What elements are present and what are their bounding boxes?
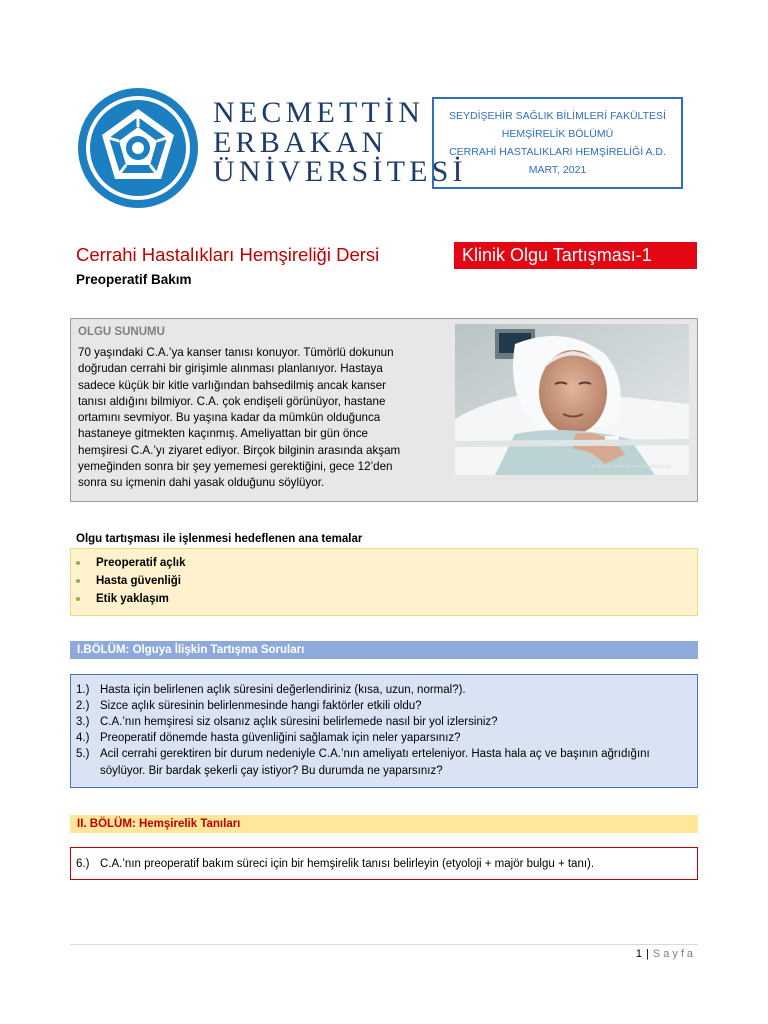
case-line: ortamını sevmiyor. Bu yaşına kadar da mümkün olduğunca bbox=[78, 411, 381, 425]
case-line: sonra su içmenin dahi yasak olduğunu söylüyor. bbox=[78, 476, 325, 490]
question-number: 4.) bbox=[76, 732, 90, 744]
faculty-info-box bbox=[432, 97, 683, 189]
question-number: 1.) bbox=[76, 684, 90, 696]
page-footer bbox=[636, 948, 696, 960]
case-line: doğrudan cerrahi bir girişimle alınması planlanıyor. Hastaya bbox=[78, 362, 383, 376]
question-text: Sizce açlık süresinin belirlenmesinde hangi faktörler etkili oldu? bbox=[100, 700, 422, 712]
photo-credit: Fotoğraf: www.theconversation.com bbox=[592, 464, 672, 470]
bullet-icon bbox=[76, 597, 80, 601]
case-line: tanısı aldığını bilmiyor. C.A. çok endişeli görünüyor, hastane bbox=[78, 394, 386, 408]
question-text: C.A.’nın preoperatif bakım süreci için bir hemşirelik tanısı belirleyin (etyoloji + majör bulgu + tanı). bbox=[100, 858, 595, 870]
question-text: Acil cerrahi gerektiren bir durum nedeniyle C.A.’nın ameliyatı erteleniyor. Hasta hala aç ve başının ağrıdığını söylüyor. Bir bardak şekerli çay istiyor? Bu durumda ne yaparsınız? bbox=[100, 748, 650, 777]
university-name-line-2: ERBAKAN bbox=[213, 125, 388, 159]
footer-separator: | bbox=[646, 948, 649, 960]
section1-title: I.BÖLÜM: Olguya İlişkin Tartışma Soruları bbox=[77, 644, 305, 656]
question-text: Hasta için belirlenen açlık süresini değerlendiriniz (kısa, uzun, normal?). bbox=[100, 684, 466, 696]
question-number: 3.) bbox=[76, 716, 90, 728]
question-text: C.A.’nın hemşiresi siz olsanız açlık süresini belirlemede nasıl bir yol izlersiniz? bbox=[100, 716, 498, 728]
patient-photo bbox=[455, 324, 689, 475]
case-title-badge: Klinik Olgu Tartışması-1 bbox=[454, 242, 697, 269]
case-text bbox=[78, 345, 441, 492]
question-item bbox=[76, 746, 690, 779]
case-line: hemşiresi C.A.’yı ziyaret ediyor. Birçok bilginin arasında akşam bbox=[78, 443, 401, 457]
section2-title: II. BÖLÜM: Hemşirelik Tanıları bbox=[77, 818, 241, 830]
page-word: Sayfa bbox=[652, 948, 696, 960]
page-subtitle: Preoperatif Bakım bbox=[76, 272, 192, 287]
bullet-icon bbox=[76, 561, 80, 565]
question-item bbox=[76, 856, 594, 873]
faculty-line-4: MART, 2021 bbox=[528, 164, 587, 176]
case-line: sadece küçük bir kitle varlığından bahsedilmiş ancak kanser bbox=[78, 378, 387, 392]
case-heading: OLGU SUNUMU bbox=[78, 326, 165, 338]
theme-label: Hasta güvenliği bbox=[96, 575, 181, 587]
course-title: Cerrahi Hastalıkları Hemşireliği Dersi bbox=[76, 244, 380, 265]
question-number: 5.) bbox=[76, 748, 90, 760]
theme-item bbox=[76, 557, 185, 569]
themes-heading: Olgu tartışması ile işlenmesi hedeflenen ana temalar bbox=[76, 533, 363, 545]
bullet-icon bbox=[76, 579, 80, 583]
page-number: 1 bbox=[635, 948, 642, 960]
theme-label: Etik yaklaşım bbox=[96, 593, 169, 605]
question-number: 2.) bbox=[76, 700, 90, 712]
question-number: 6.) bbox=[76, 858, 90, 870]
question-item bbox=[76, 698, 690, 715]
footer-divider bbox=[70, 944, 698, 945]
question-item bbox=[76, 714, 690, 731]
faculty-line-2: HEMŞİRELİK BÖLÜMÜ bbox=[501, 128, 614, 140]
university-name-line-1: NECMETTİN bbox=[213, 96, 425, 129]
case-line: yemeğinden sonra bir şey yememesi gerektiğini, gece 12’den bbox=[78, 460, 393, 474]
theme-label: Preoperatif açlık bbox=[96, 557, 186, 569]
university-name bbox=[213, 98, 467, 187]
university-logo bbox=[77, 87, 199, 209]
faculty-line-1: SEYDİŞEHİR SAĞLIK BİLİMLERİ FAKÜLTESİ bbox=[449, 110, 666, 122]
university-name-line-3: ÜNİVERSİTESİ bbox=[213, 155, 467, 188]
theme-item bbox=[76, 593, 169, 605]
faculty-line-3: CERRAHİ HASTALIKLARI HEMŞİRELİĞİ A.D. bbox=[449, 146, 666, 158]
case-line: 70 yaşındaki C.A.’ya kanser tanısı konuyor. Tümörlü dokunun bbox=[78, 346, 394, 359]
question-item bbox=[76, 730, 690, 747]
case-line: hastaneye gitmekten kaçınmış. Ameliyattan bir gün önce bbox=[78, 427, 369, 441]
question-item bbox=[76, 682, 690, 699]
question-text: Preoperatif dönemde hasta güvenliğini sağlamak için neler yaparsınız? bbox=[100, 732, 461, 744]
theme-item bbox=[76, 575, 181, 587]
